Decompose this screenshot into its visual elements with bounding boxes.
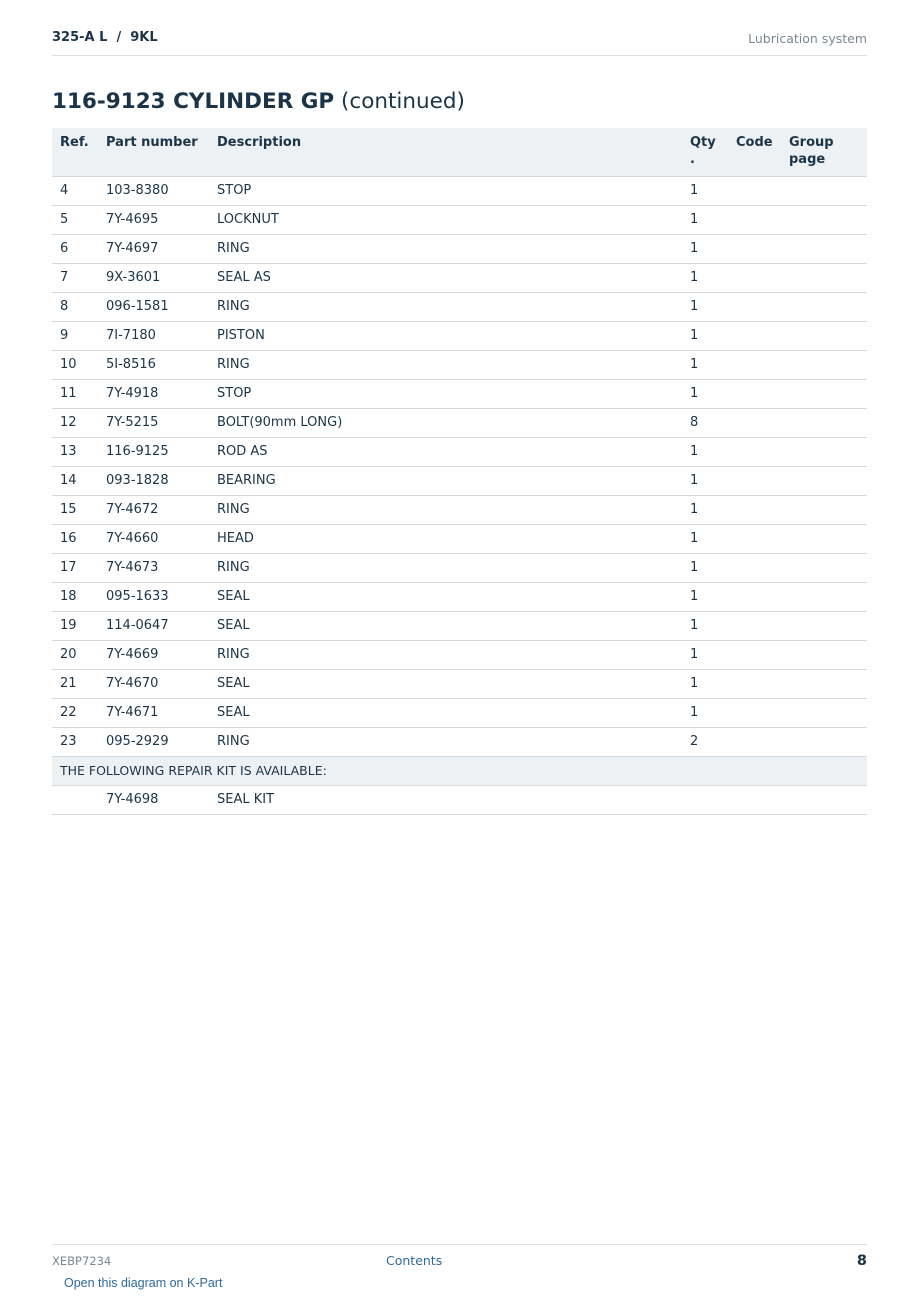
ref-cell: 17 <box>52 554 98 583</box>
table-row <box>52 264 867 293</box>
part-number-cell: 7Y-4671 <box>98 699 209 728</box>
ref-cell: 18 <box>52 583 98 612</box>
description-cell: BEARING <box>209 467 682 496</box>
description-cell: STOP <box>209 177 682 206</box>
description-cell: RING <box>209 554 682 583</box>
description-cell: LOCKNUT <box>209 206 682 235</box>
title-suffix: (continued) <box>341 89 465 114</box>
description-cell: RING <box>209 728 682 757</box>
description-cell: RING <box>209 235 682 264</box>
part-number-cell: 7Y-4669 <box>98 641 209 670</box>
part-number-cell: 7Y-4673 <box>98 554 209 583</box>
ref-cell: 10 <box>52 351 98 380</box>
table-row <box>52 293 867 322</box>
qty-cell: 1 <box>682 206 728 235</box>
part-number-cell: 7Y-4672 <box>98 496 209 525</box>
table-row <box>52 612 867 641</box>
table-row <box>52 728 867 757</box>
qty-cell: 1 <box>682 612 728 641</box>
code-cell <box>728 264 781 293</box>
group-page-cell <box>781 206 867 235</box>
part-number-cell: 116-9125 <box>98 438 209 467</box>
description-cell: STOP <box>209 380 682 409</box>
description-cell: ROD AS <box>209 438 682 467</box>
ref-cell: 13 <box>52 438 98 467</box>
table-row <box>52 206 867 235</box>
description-cell: SEAL <box>209 583 682 612</box>
code-cell <box>728 525 781 554</box>
model-label: 325-A L / 9KL <box>52 30 158 45</box>
part-number-cell: 7Y-4670 <box>98 670 209 699</box>
qty-cell: 1 <box>682 438 728 467</box>
code-cell <box>728 235 781 264</box>
qty-cell: 2 <box>682 728 728 757</box>
description-cell: SEAL <box>209 670 682 699</box>
group-page-cell <box>781 525 867 554</box>
qty-cell: 1 <box>682 525 728 554</box>
description-cell: RING <box>209 293 682 322</box>
table-row <box>52 583 867 612</box>
table-header-row <box>52 128 867 177</box>
code-cell <box>728 728 781 757</box>
description-cell: HEAD <box>209 525 682 554</box>
table-row <box>52 554 867 583</box>
col-header-group-line1: Group <box>789 135 834 150</box>
group-page-cell <box>781 264 867 293</box>
code-cell <box>728 699 781 728</box>
page-title <box>52 89 465 114</box>
code-cell <box>728 177 781 206</box>
code-cell <box>728 496 781 525</box>
ref-cell: 16 <box>52 525 98 554</box>
ref-cell: 20 <box>52 641 98 670</box>
code-cell <box>728 409 781 438</box>
col-header-qty <box>682 128 728 177</box>
code-cell <box>728 583 781 612</box>
ref-cell: 19 <box>52 612 98 641</box>
part-number-cell: 103-8380 <box>98 177 209 206</box>
title-part-name: 116-9123 CYLINDER GP <box>52 89 335 114</box>
ref-cell <box>52 786 98 815</box>
group-page-cell <box>781 380 867 409</box>
qty-cell: 1 <box>682 177 728 206</box>
qty-cell: 1 <box>682 322 728 351</box>
qty-cell: 1 <box>682 670 728 699</box>
qty-cell: 1 <box>682 293 728 322</box>
group-page-cell <box>781 467 867 496</box>
ref-cell: 12 <box>52 409 98 438</box>
code-cell <box>728 612 781 641</box>
col-header-code: Code <box>728 128 781 177</box>
group-page-cell <box>781 409 867 438</box>
repair-kit-note-row <box>52 757 867 786</box>
page-number: 8 <box>856 1253 867 1269</box>
table-row <box>52 409 867 438</box>
qty-cell: 1 <box>682 235 728 264</box>
part-number-cell: 114-0647 <box>98 612 209 641</box>
group-page-cell <box>781 612 867 641</box>
ref-cell: 4 <box>52 177 98 206</box>
code-cell <box>728 641 781 670</box>
description-cell: SEAL AS <box>209 264 682 293</box>
parts-table <box>52 128 867 815</box>
group-page-cell <box>781 177 867 206</box>
col-header-qty-line2: . <box>690 152 695 167</box>
group-page-cell <box>781 699 867 728</box>
qty-cell: 1 <box>682 264 728 293</box>
part-number-cell: 096-1581 <box>98 293 209 322</box>
table-row <box>52 467 867 496</box>
qty-cell: 1 <box>682 467 728 496</box>
group-page-cell <box>781 438 867 467</box>
qty-cell: 8 <box>682 409 728 438</box>
repair-kit-row <box>52 786 867 815</box>
part-number-cell: 7Y-4698 <box>98 786 209 815</box>
code-cell <box>728 351 781 380</box>
table-row <box>52 699 867 728</box>
code-cell <box>728 670 781 699</box>
qty-cell: 1 <box>682 554 728 583</box>
part-number-cell: 5I-8516 <box>98 351 209 380</box>
ref-cell: 8 <box>52 293 98 322</box>
part-number-cell: 7Y-4695 <box>98 206 209 235</box>
part-number-cell: 7Y-5215 <box>98 409 209 438</box>
table-row <box>52 177 867 206</box>
group-page-cell <box>781 786 867 815</box>
table-row <box>52 235 867 264</box>
group-page-cell <box>781 496 867 525</box>
document-id: XEBP7234 <box>52 1254 112 1268</box>
part-number-cell: 095-1633 <box>98 583 209 612</box>
part-number-cell: 7Y-4918 <box>98 380 209 409</box>
table-row <box>52 438 867 467</box>
table-row <box>52 496 867 525</box>
code-cell <box>728 554 781 583</box>
col-header-group-page <box>781 128 867 177</box>
code-cell <box>728 206 781 235</box>
ref-cell: 5 <box>52 206 98 235</box>
col-header-description: Description <box>209 128 682 177</box>
col-header-qty-line1: Qty <box>690 135 716 150</box>
table-row <box>52 322 867 351</box>
ref-cell: 21 <box>52 670 98 699</box>
code-cell <box>728 786 781 815</box>
part-number-cell: 095-2929 <box>98 728 209 757</box>
qty-cell <box>682 786 728 815</box>
group-page-cell <box>781 583 867 612</box>
part-number-cell: 7I-7180 <box>98 322 209 351</box>
ref-cell: 23 <box>52 728 98 757</box>
group-page-cell <box>781 554 867 583</box>
ref-cell: 22 <box>52 699 98 728</box>
description-cell: SEAL <box>209 612 682 641</box>
group-page-cell <box>781 670 867 699</box>
section-label: Lubrication system <box>748 31 867 46</box>
part-number-cell: 9X-3601 <box>98 264 209 293</box>
description-cell: RING <box>209 496 682 525</box>
ref-cell: 11 <box>52 380 98 409</box>
description-cell: BOLT(90mm LONG) <box>209 409 682 438</box>
table-row <box>52 525 867 554</box>
table-row <box>52 351 867 380</box>
page-header <box>52 28 867 56</box>
col-header-part-number: Part number <box>98 128 209 177</box>
table-row <box>52 670 867 699</box>
col-header-group-line2: page <box>789 152 826 167</box>
part-number-cell: 093-1828 <box>98 467 209 496</box>
part-number-cell: 7Y-4660 <box>98 525 209 554</box>
table-row <box>52 380 867 409</box>
qty-cell: 1 <box>682 496 728 525</box>
group-page-cell <box>781 641 867 670</box>
qty-cell: 1 <box>682 699 728 728</box>
repair-kit-note: THE FOLLOWING REPAIR KIT IS AVAILABLE: <box>52 757 867 786</box>
group-page-cell <box>781 351 867 380</box>
description-cell: RING <box>209 351 682 380</box>
description-cell: SEAL KIT <box>209 786 682 815</box>
ref-cell: 15 <box>52 496 98 525</box>
description-cell: PISTON <box>209 322 682 351</box>
ref-cell: 9 <box>52 322 98 351</box>
contents-link[interactable]: Contents <box>386 1253 443 1268</box>
qty-cell: 1 <box>682 380 728 409</box>
qty-cell: 1 <box>682 351 728 380</box>
ref-cell: 6 <box>52 235 98 264</box>
description-cell: RING <box>209 641 682 670</box>
code-cell <box>728 467 781 496</box>
ref-cell: 7 <box>52 264 98 293</box>
part-number-cell: 7Y-4697 <box>98 235 209 264</box>
group-page-cell <box>781 322 867 351</box>
page-footer <box>52 1244 867 1275</box>
col-header-ref: Ref. <box>52 128 98 177</box>
code-cell <box>728 322 781 351</box>
description-cell: SEAL <box>209 699 682 728</box>
open-on-kpart-link[interactable]: Open this diagram on K-Part <box>64 1276 223 1290</box>
code-cell <box>728 380 781 409</box>
code-cell <box>728 293 781 322</box>
qty-cell: 1 <box>682 583 728 612</box>
qty-cell: 1 <box>682 641 728 670</box>
code-cell <box>728 438 781 467</box>
group-page-cell <box>781 728 867 757</box>
ref-cell: 14 <box>52 467 98 496</box>
table-row <box>52 641 867 670</box>
group-page-cell <box>781 235 867 264</box>
group-page-cell <box>781 293 867 322</box>
